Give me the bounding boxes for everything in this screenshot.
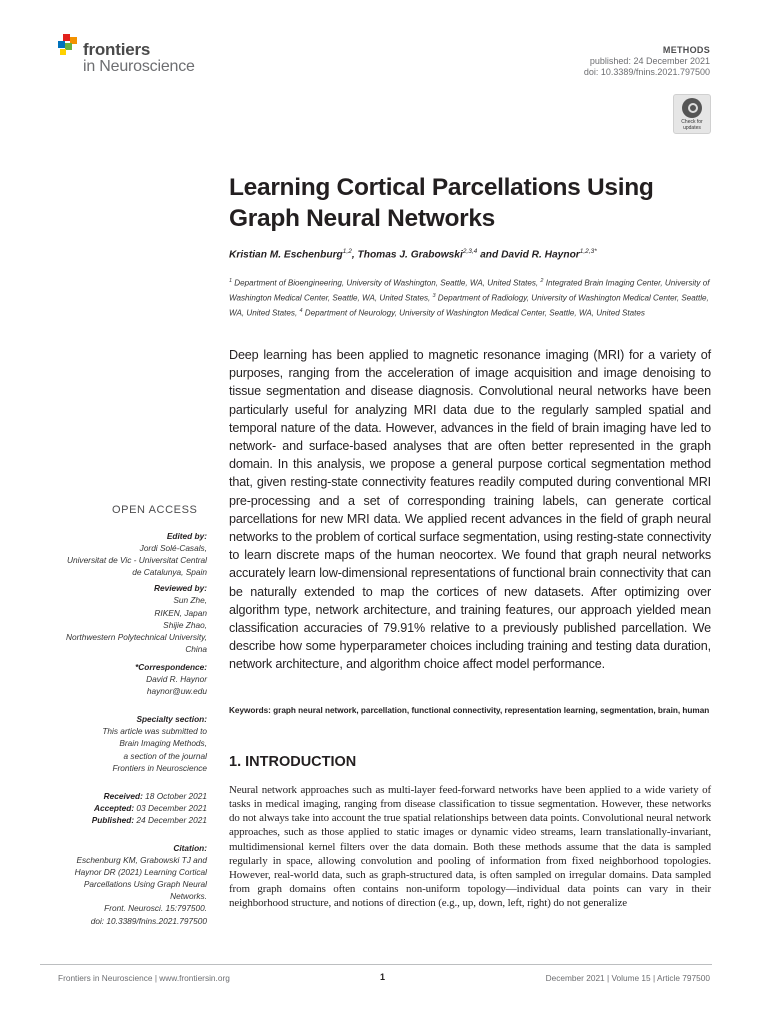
received-date: Received: 18 October 2021	[103, 790, 207, 801]
footer-divider	[40, 964, 712, 965]
citation-line: Front. Neurosci. 15:797500.	[104, 903, 207, 914]
section-heading-introduction: 1. INTRODUCTION	[229, 754, 357, 770]
editor-line: Universitat de Vic - Universitat Central	[66, 555, 207, 566]
correspondence-email[interactable]: haynor@uw.edu	[146, 686, 207, 697]
journal-logo	[57, 34, 227, 80]
doi[interactable]: doi: 10.3389/fnins.2021.797500	[583, 67, 710, 77]
published-date-sidebar: Published: 24 December 2021	[91, 814, 207, 825]
author-2[interactable]: Thomas J. Grabowski	[357, 249, 463, 261]
citation-line: Parcellations Using Graph Neural	[83, 879, 207, 890]
open-access-label: OPEN ACCESS	[112, 504, 198, 516]
author-3[interactable]: David R. Haynor	[501, 249, 580, 261]
reviewer-line: RIKEN, Japan	[154, 607, 207, 618]
reviewed-by-label: Reviewed by:	[153, 583, 207, 594]
author-1-affil: 1,2	[342, 248, 352, 255]
specialty-line: This article was submitted to	[102, 726, 207, 737]
check-badge-line2: updates	[683, 125, 701, 131]
editor-line: Jordi Solé-Casals,	[139, 543, 207, 554]
specialty-line: Brain Imaging Methods,	[119, 738, 207, 749]
check-for-updates-icon	[682, 98, 702, 118]
footer-journal-link[interactable]: Frontiers in Neuroscience | www.frontiersin.org	[58, 973, 230, 983]
specialty-section-label: Specialty section:	[136, 714, 207, 725]
edited-by-label: Edited by:	[166, 531, 207, 541]
accepted-date: Accepted: 03 December 2021	[94, 802, 207, 813]
keywords: Keywords: graph neural network, parcellation, functional connectivity, representation learning, segmentation, brain, human	[229, 706, 710, 715]
article-type: METHODS	[662, 45, 710, 55]
page-number: 1	[380, 972, 386, 982]
author-1[interactable]: Kristian M. Eschenburg	[229, 249, 343, 261]
reviewer-line: Northwestern Polytechnical University,	[66, 631, 207, 642]
footer-volume-info: December 2021 | Volume 15 | Article 797500	[545, 973, 710, 983]
check-for-updates-button[interactable]	[673, 94, 711, 134]
editor-line: de Catalunya, Spain	[132, 567, 207, 578]
correspondence-label: *Correspondence:	[135, 661, 207, 672]
published-date: published: 24 December 2021	[589, 56, 710, 66]
article-meta	[584, 45, 710, 78]
reviewer-line: Sun Zhe,	[173, 595, 207, 606]
citation-doi[interactable]: doi: 10.3389/fnins.2021.797500	[90, 915, 207, 926]
title-line-1: Learning Cortical Parcellations Using	[229, 174, 654, 201]
title-line-2: Graph Neural Networks	[229, 205, 495, 232]
frontiers-logo-icon	[57, 34, 83, 60]
check-badge-line1: Check for	[681, 119, 703, 125]
introduction-text: Neural network approaches such as multi-layer feed-forward networks have been applied to a wide variety of tasks in medical imaging, ranging from disease classification to tissue segmentation. However, these networks do not always take into account the true spatial relationships between data points. Convolutional neural network approaches, such as those applied to static images or dynamic video streams, learn translationally-invariant, multidimensional kernel filters over the data domain. Both these methods assume that the data is sampled regularly in space, allowing convolution and pooling of information from fixed neighborhood topologies. However, real-world data, such as graph-structured data, is often sampled on irregular domains. Data sampled from graph domains often contains non-uniform topology—individual data points can vary in their neighborhood structure, and notions of direction (e.g., up, down, left, right) do not generalize	[229, 784, 711, 910]
author-list: Kristian M. Eschenburg$^{1,2}$, Thomas J. Grabowski$^{2,3,4}$ and David R. Haynor$^{1,2,3*}$	[229, 248, 597, 261]
citation-line: Eschenburg KM, Grabowski TJ and	[76, 855, 207, 866]
article-info-sidebar	[40, 530, 207, 931]
specialty-line: Frontiers in Neuroscience	[112, 762, 207, 773]
journal-name-line1: frontiers	[83, 40, 151, 59]
citation-line: Haynor DR (2021) Learning Cortical	[74, 867, 207, 878]
reviewer-line: Shijie Zhao,	[163, 619, 207, 630]
citation-line: Networks.	[170, 891, 207, 902]
abstract: Deep learning has been applied to magnetic resonance imaging (MRI) for a variety of purposes, ranging from the acceleration of image acquisition and image denoising to tissue segmentation and disease diagnosis. Convolutional neural networks have been particularly useful for analyzing MRI data due to the regularly sampled spatial and temporal nature of the data. However, advances in the field of brain imaging have led to network- and surface-based analyses that are often better represented in the graph domain. In this analysis, we propose a general purpose cortical segmentation method that, given resting-state connectivity features readily computed during conventional MRI pre-processing and a set of corresponding training labels, can generate cortical parcellations for new MRI data. We applied recent advances in the field of graph neural networks to the problem of cortical surface segmentation, using resting-state connectivity to learn discrete maps of the human neocortex. We found that graph neural networks accurately learn low-dimensional representations of functional brain connectivity that can be naturally extended to map the cortices of new datasets. After optimizing over algorithm type, network architecture, and training features, our approach yielded mean classification accuracies of 79.91% relative to a previously published parcellation. We describe how some hyperparameter choices including training and testing data duration, network architecture, and algorithm choice affect model performance.	[229, 348, 711, 672]
author-3-affil: 1,2,3*	[579, 248, 597, 255]
affiliations: $^1$ Department of Bioengineering, University of Washington, Seattle, WA, United States, $^2$ Integrated Brain Imaging Center, University of Washington Medical Center, Seattle, WA, United States, $^3$ Department of Radiology, University of Washington Medical Center, Seattle, WA, United States, $^4$ Department of Neurology, University of Washington Medical Center, Seattle, WA, United States	[229, 278, 710, 318]
correspondence-name: David R. Haynor	[146, 674, 207, 685]
journal-name-line2: in Neuroscience	[83, 58, 195, 75]
specialty-line: a section of the journal	[123, 750, 207, 761]
citation-label: Citation:	[173, 842, 207, 853]
author-2-affil: 2,3,4	[462, 248, 478, 255]
article-title	[229, 172, 719, 234]
reviewer-line: China	[185, 643, 207, 654]
